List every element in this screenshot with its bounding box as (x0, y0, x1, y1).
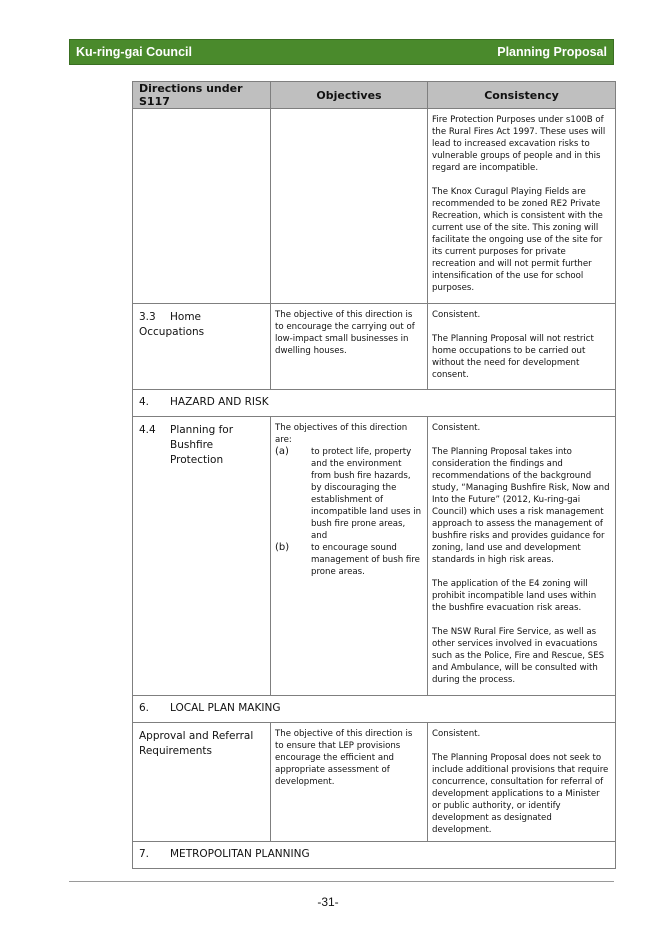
list-text: to encourage sound management of bush fire prone areas. (311, 543, 420, 577)
direction-title-line: Protection (170, 454, 224, 466)
list-marker: (b) (275, 542, 290, 553)
direction-title: Planning for (170, 424, 234, 436)
document-title: Planning Proposal (497, 45, 607, 59)
direction-cell (133, 109, 271, 304)
list-text: to protect life, property and the environment from bush fire hazards, by discouraging the establishment of incompatible land uses in bush fire prone areas, and (311, 447, 422, 541)
objective-text: The objective of this direction is to encourage the carrying out of low-impact small businesses in dwelling houses. (275, 310, 415, 356)
consistency-paragraph: Consistent. (432, 423, 481, 433)
consistency-cell (428, 109, 616, 304)
direction-number: 3.3 (139, 311, 156, 323)
table-row-bushfire (133, 417, 616, 696)
consistency-paragraph: The Knox Curagul Playing Fields are recommended to be zoned RE2 Private Recreation, which is consistent with the current use of the site. This zoning will facilitate the ongoing use of the site for its current purposes for private recreation and will not permit further intensification of the use for school purposes. (432, 187, 603, 293)
s117-directions-table (132, 81, 616, 869)
direction-cell (133, 304, 271, 390)
section-heading (133, 842, 616, 869)
objective-list-item (275, 446, 422, 542)
objective-cell (271, 417, 428, 696)
direction-cell (133, 417, 271, 696)
objective-cell (271, 304, 428, 390)
direction-title-line: Bushfire (170, 439, 214, 451)
section-number: 7. (139, 848, 150, 860)
section-heading (133, 390, 616, 417)
section-label: METROPOLITAN PLANNING (170, 848, 310, 860)
objective-cell (271, 723, 428, 842)
consistency-paragraph: Fire Protection Purposes under s100B of the Rural Fires Act 1997. These uses will lead to increased excavation risks to vulnerable groups of people and in this regard are incompatible. (432, 115, 606, 173)
consistency-cell (428, 417, 616, 696)
consistency-paragraph: The Planning Proposal does not seek to include additional provisions that require concurrence, consultation for referral of development applications to a Minister or public authority, or identify development as designated development. (432, 753, 609, 835)
consistency-paragraph: Consistent. (432, 310, 481, 320)
direction-number: 4.4 (139, 424, 156, 436)
consistency-paragraph: The application of the E4 zoning will prohibit incompatible land uses within the bushfire evacuation risk areas. (432, 579, 597, 613)
table-row-home-occupations (133, 304, 616, 390)
section-row-hazard (133, 390, 616, 417)
list-marker: (a) (275, 446, 289, 457)
section-number: 6. (139, 702, 150, 714)
section-number: 4. (139, 396, 150, 408)
table-header-row (133, 82, 616, 109)
objective-list-item (275, 542, 422, 578)
section-row-metropolitan (133, 842, 616, 869)
page-number: -31- (317, 895, 339, 909)
column-header-consistency: Consistency (428, 82, 616, 109)
consistency-paragraph: The Planning Proposal will not restrict home occupations to be carried out without the need for development consent. (432, 334, 594, 380)
direction-cell (133, 723, 271, 842)
column-header-objectives: Objectives (271, 82, 428, 109)
objective-intro: The objectives of this direction are: (275, 423, 408, 445)
section-row-local-plan (133, 696, 616, 723)
page-header (69, 39, 614, 65)
consistency-cell (428, 304, 616, 390)
column-header-directions: Directions under S117 (133, 82, 271, 109)
footer-divider (69, 881, 614, 882)
direction-title: Home Occupations (139, 311, 205, 338)
table-row-continued (133, 109, 616, 304)
direction-title: Approval and Referral Requirements (139, 730, 254, 757)
table-row-approval (133, 723, 616, 842)
consistency-cell (428, 723, 616, 842)
consistency-paragraph: Consistent. (432, 729, 481, 739)
consistency-paragraph: The NSW Rural Fire Service, as well as other services involved in evacuations such as the Police, Fire and Rescue, SES and Ambulance, will be consulted with during the process. (432, 627, 605, 685)
section-heading (133, 696, 616, 723)
council-name: Ku-ring-gai Council (76, 45, 192, 59)
objective-cell (271, 109, 428, 304)
section-label: LOCAL PLAN MAKING (170, 702, 281, 714)
section-label: HAZARD AND RISK (170, 396, 269, 408)
objective-text: The objective of this direction is to ensure that LEP provisions encourage the efficient and appropriate assessment of development. (275, 729, 413, 787)
consistency-paragraph: The Planning Proposal takes into consideration the findings and recommendations of the background study, “Managing Bushfire Risk, Now and Into the Future” (2012, Ku-ring-gai Council) which uses a risk management approach to assess the management of bushfire risks and provides guidance for zoning, land use and development standards in high risk areas. (432, 447, 610, 565)
